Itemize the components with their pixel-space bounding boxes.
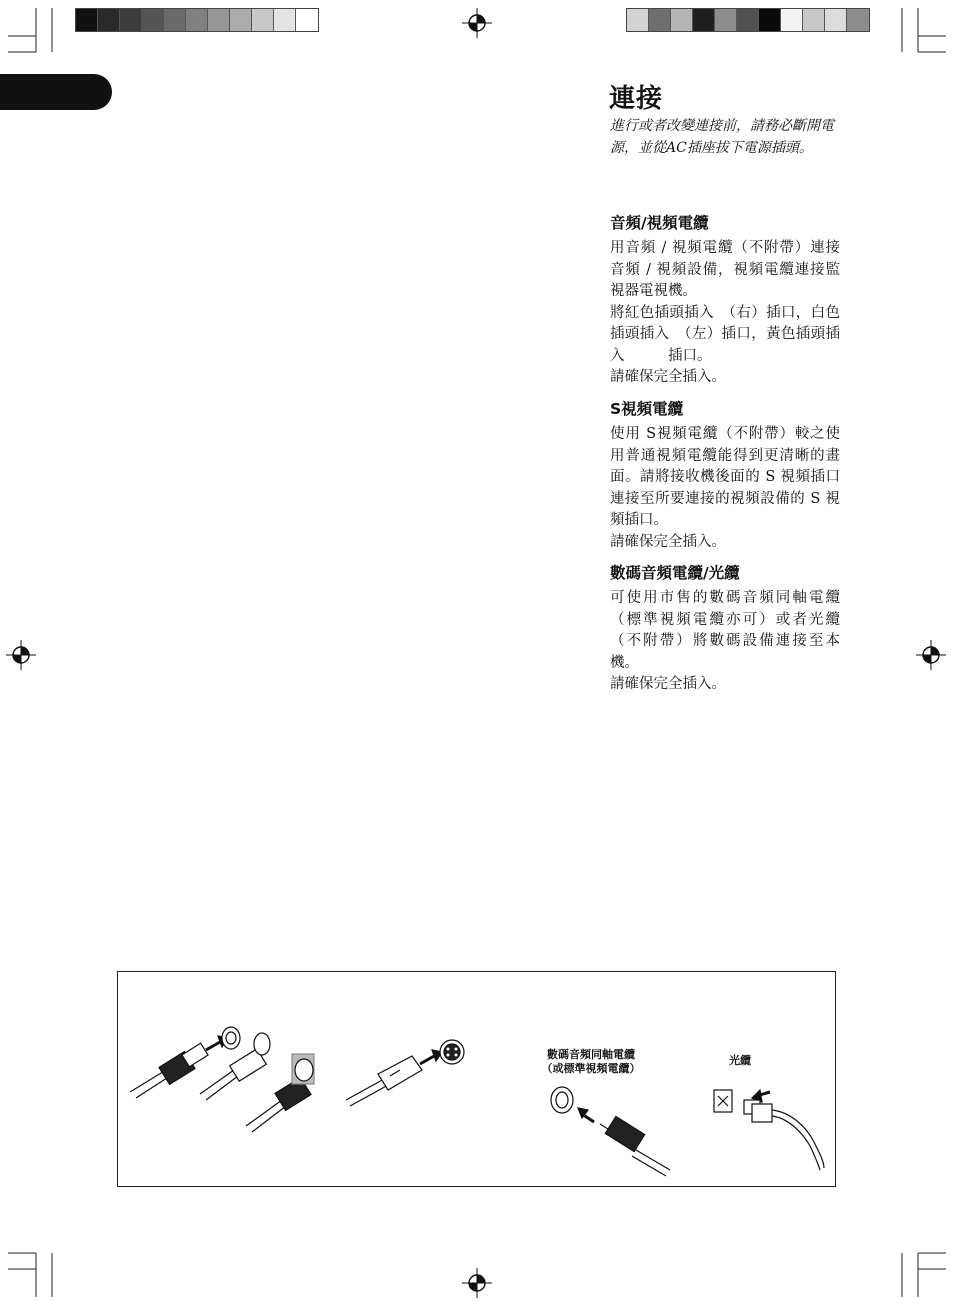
color-swatch bbox=[693, 9, 715, 31]
color-swatch bbox=[759, 9, 781, 31]
section-paragraph: 使用 S視頻電纜（不附帶）較之使用普通視頻電纜能得到更清晰的畫面。請將接收機後面的 S 視頻插口連接至所要連接的視頻設備的 S 視頻插口。 bbox=[610, 426, 840, 528]
color-swatch bbox=[142, 9, 164, 31]
color-swatch bbox=[76, 9, 98, 31]
page-title: 連接 bbox=[609, 84, 664, 114]
section-paragraph: 請確保完全插入。 bbox=[610, 533, 726, 550]
s-video-plug-icon bbox=[342, 1034, 472, 1114]
color-swatch bbox=[627, 9, 649, 31]
color-swatch bbox=[671, 9, 693, 31]
color-swatch bbox=[715, 9, 737, 31]
coaxial-label-line1: 數碼音頻同軸電纜 bbox=[547, 1048, 635, 1061]
color-swatch bbox=[186, 9, 208, 31]
section-paragraph: 請確保完全插入。 bbox=[610, 369, 726, 385]
color-swatch bbox=[781, 9, 803, 31]
section-paragraph: 可使用市售的數碼音頻同軸電纜（標準視頻電纜亦可）或者光纜（不附帶）將數碼設備連接至本機。 bbox=[610, 590, 840, 671]
digital-audio-section bbox=[610, 562, 840, 696]
registration-mark-icon bbox=[916, 640, 946, 670]
section-paragraph: 請確保完全插入。 bbox=[610, 676, 726, 692]
color-swatch bbox=[847, 9, 869, 31]
section-paragraph: 將紅色插頭插入 （右）插口，白色插頭插入 （左）插口，黃色插頭插入 插口。 bbox=[610, 304, 840, 364]
color-swatch bbox=[649, 9, 671, 31]
color-bar-left bbox=[75, 8, 319, 32]
color-swatch bbox=[296, 9, 318, 31]
av-cable-section bbox=[610, 212, 840, 389]
color-swatch bbox=[274, 9, 296, 31]
language-tab bbox=[0, 74, 112, 110]
color-swatch bbox=[208, 9, 230, 31]
color-swatch bbox=[825, 9, 847, 31]
optical-cable-label: 光纜 bbox=[729, 1054, 751, 1067]
coaxial-label-line2: （或標準視頻電纜） bbox=[541, 1062, 641, 1075]
coaxial-cable-label bbox=[526, 1048, 656, 1076]
color-swatch bbox=[120, 9, 142, 31]
color-bar-right bbox=[626, 8, 870, 32]
section-heading: 數碼音頻電纜/光纜 bbox=[610, 564, 740, 582]
color-swatch bbox=[164, 9, 186, 31]
section-heading: 音頻/視頻電纜 bbox=[610, 214, 709, 232]
color-swatch bbox=[737, 9, 759, 31]
rca-plug-icon bbox=[126, 1022, 326, 1112]
registration-mark-icon bbox=[462, 1268, 492, 1298]
color-swatch bbox=[252, 9, 274, 31]
registration-mark-icon bbox=[6, 640, 36, 670]
registration-mark-icon bbox=[462, 8, 492, 38]
color-swatch bbox=[803, 9, 825, 31]
coaxial-plug-icon bbox=[548, 1084, 678, 1174]
section-paragraph: 用音頻 / 視頻電纜（不附帶）連接音頻 / 視頻設備，視頻電纜連接監視器電視機。 bbox=[610, 240, 840, 299]
s-video-section bbox=[610, 398, 840, 553]
color-swatch bbox=[230, 9, 252, 31]
section-heading: S視頻電纜 bbox=[610, 400, 684, 418]
optical-plug-icon bbox=[710, 1082, 830, 1174]
safety-warning: 進行或者改變連接前，請務必斷開電源，並從AC插座拔下電源插頭。 bbox=[610, 118, 834, 156]
connection-figure bbox=[117, 971, 836, 1187]
color-swatch bbox=[98, 9, 120, 31]
